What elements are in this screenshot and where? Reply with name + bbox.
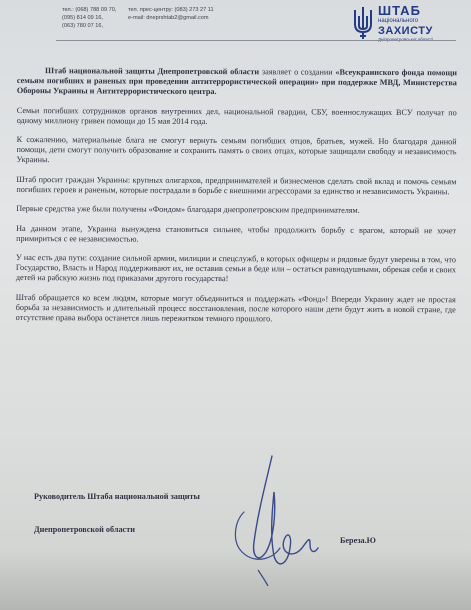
paragraph: Штаб просит граждан Украины: крупных олигархов, предпринимателей и бизнесменов сделать свой вклад и помочь семьям погибших героев и раненым, которые пострадали в борьбе с внешними агрессорами за единство и независимость Украины. [16,174,457,196]
announcement-lead: Штаб национальной защиты Днепропетровской области [44,66,260,77]
header-divider [56,40,456,41]
contact-block [62,6,214,31]
phone-line: тел.: (068) 788 09 70, [62,7,117,13]
email-line: e-mail: dneprshtab2@gmail.com [127,15,209,22]
logo-text [378,4,433,43]
phone-column [62,6,116,31]
organization-logo [352,4,464,44]
letter-body [16,66,457,334]
logo-name: ЗАХИСТУ [378,25,433,37]
trident-icon [352,6,374,40]
position-line: Днепропетровской области [34,525,135,534]
logo-subtitle: національного [378,18,419,24]
logo-title: ШТАБ [378,3,421,18]
phone-line: (063) 780 07 16, [62,23,104,30]
announcement-verb: заявляет о создании [261,67,333,77]
paragraph: Штаб обращается ко всем людям, которые могут объединиться и поддержать «Фонд»! Впереди Украину ждет не простая борьба за независимость и длительный процесс восстановления, после которого наши дети будут жить в новой стране, где отсутствие права выбора останется лишь пережитком темного прошлого. [15,292,456,323]
press-phone: тел. прес-центру: (083) 273 27 11 [127,7,214,13]
press-column [128,6,214,22]
signatory-name: Береза.Ю [340,536,376,545]
paragraph: У нас есть два пути: создание сильной армии, милиции и спецслужб, в которых офицеры и рядовые будут уверены в том, что Государство, Власть и Народ поддерживают их, не оставив семьи в беде или – остаться равнодушными, обрекая себя и своих детей на рабскую жизнь под приказами другого государства! [15,252,457,284]
phone-line: (095) 814 09 16, [62,15,104,22]
paragraph: К сожалению, материальные блага не смогут вернуть семьям погибших отцов, братьев, мужей. Но благодаря данной помощи, дети смогут получить образование и сохранить память о своих отцах, которые защищали свободу и независимость Украины. [16,134,457,165]
paragraph: Первые средства уже были получены «Фондом» благодаря днепропетровским предпринимателям. [16,203,360,215]
paragraph: На данном этапе, Украина вынуждена становиться сильнее, чтобы продолжить борьбу с врагом, который не хочет примириться с ее независимостью. [16,223,457,244]
photo-shadow [0,550,471,610]
announcement-paragraph [17,66,457,98]
fund-name: «Всеукраинского фонда помощи семьям погибших и раненых при проведении антитеррористической операции» при поддержке МВД, Министерства Обороны Украины и Антитеррористического центра. [16,67,458,97]
paragraph: Семьи погибших сотрудников органов внутренних дел, национальной гвардии, СБУ, военнослужащих ВСУ получат по одному миллиону гривен помощи до 15 мая 2014 года. [16,105,457,126]
position-line: Руководитель Штаба национальной защиты [34,492,200,501]
signatory-position [34,488,200,538]
